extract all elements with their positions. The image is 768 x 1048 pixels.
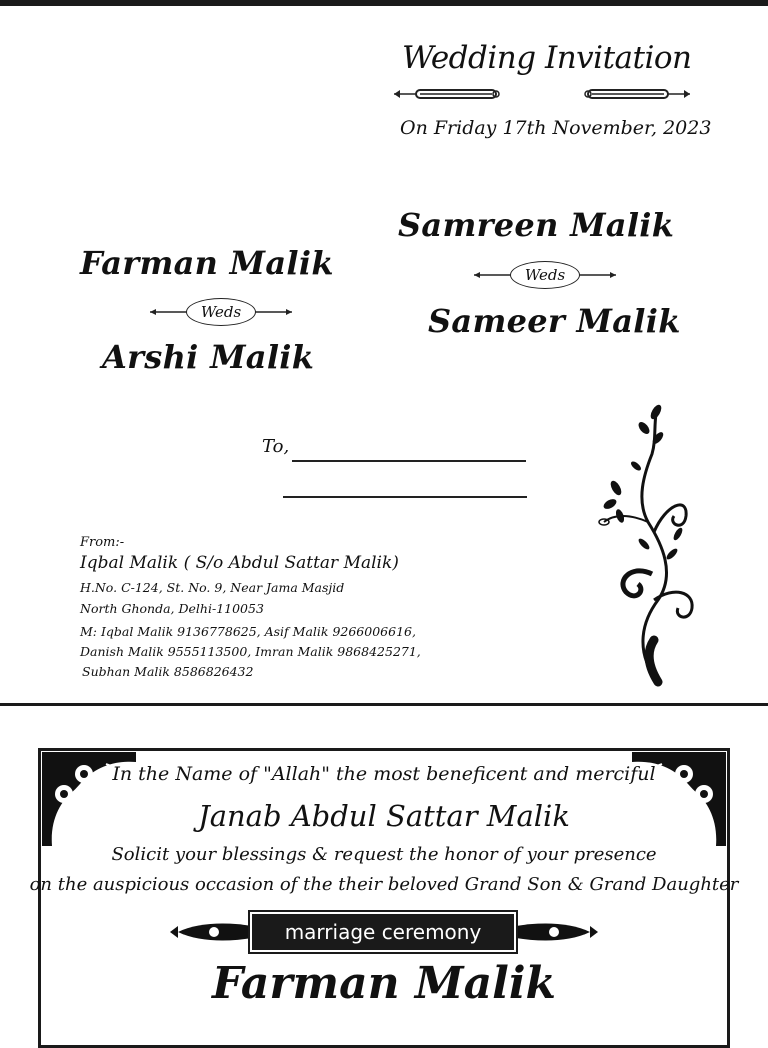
contact-line: Danish Malik 9555113500, Imran Malik 9868425271, bbox=[80, 644, 421, 659]
ceremony-ornament-right bbox=[514, 920, 600, 944]
top-border bbox=[0, 0, 768, 6]
card-blessing-line: Solicit your blessings & request the honor of your presence bbox=[111, 844, 657, 865]
card-invocation: In the Name of "Allah" the most beneficent and merciful bbox=[112, 763, 656, 785]
to-line-2 bbox=[283, 496, 527, 498]
from-label: From:- bbox=[80, 535, 125, 550]
card-host-name: Janab Abdul Sattar Malik bbox=[198, 799, 570, 833]
to-label: To, bbox=[262, 436, 290, 457]
from-name: Iqbal Malik ( S/o Abdul Sattar Malik) bbox=[80, 553, 399, 573]
left-weds-badge: Weds bbox=[186, 298, 256, 326]
right-groom-name: Sameer Malik bbox=[428, 302, 681, 340]
left-bride-name: Arshi Malik bbox=[102, 338, 315, 376]
invitation-date: On Friday 17th November, 2023 bbox=[400, 117, 712, 139]
card-occasion-line: on the auspicious occasion of the their beloved Grand Son & Grand Daughter bbox=[29, 874, 739, 895]
left-groom-name: Farman Malik bbox=[80, 244, 334, 282]
title-ornament-left bbox=[392, 86, 504, 102]
contact-line: Subhan Malik 8586826432 bbox=[82, 664, 254, 679]
to-line-1 bbox=[292, 460, 526, 462]
ceremony-ornament-left bbox=[168, 920, 254, 944]
address-line: H.No. C-124, St. No. 9, Near Jama Masjid bbox=[80, 580, 345, 595]
section-divider bbox=[0, 703, 768, 706]
floral-vine-icon bbox=[596, 404, 706, 688]
card-groom-name: Farman Malik bbox=[211, 958, 557, 1009]
ceremony-banner: marriage ceremony bbox=[252, 914, 514, 950]
invitation-title: Wedding Invitation bbox=[402, 40, 692, 76]
right-bride-name: Samreen Malik bbox=[398, 206, 675, 244]
address-line: North Ghonda, Delhi-110053 bbox=[80, 601, 264, 616]
contact-line: M: Iqbal Malik 9136778625, Asif Malik 9266006616, bbox=[80, 624, 416, 639]
title-ornament-right bbox=[580, 86, 692, 102]
right-weds-badge: Weds bbox=[510, 261, 580, 289]
